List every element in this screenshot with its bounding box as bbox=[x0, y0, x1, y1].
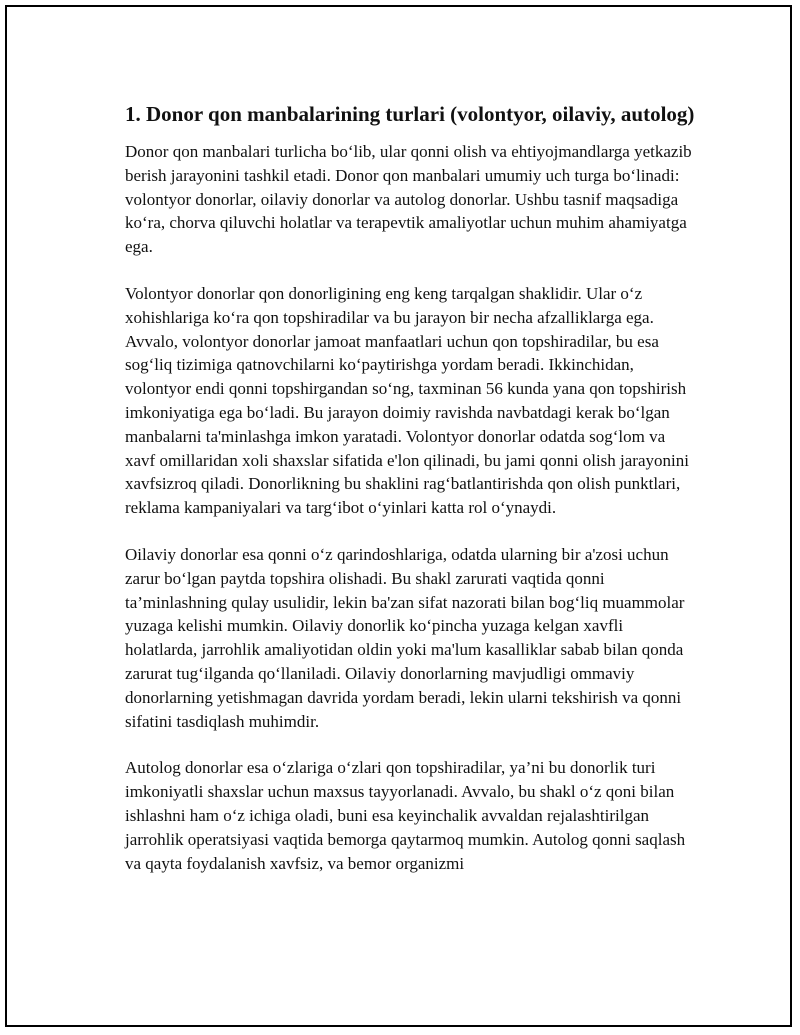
page-content bbox=[125, 100, 695, 898]
page-frame bbox=[5, 5, 792, 1027]
paragraph-intro: Donor qon manbalari turlicha bo‘lib, ular qonni olish va ehtiyojmandlarga yetkazib berish jarayonini tashkil etadi. Donor qon manbalari umumiy uch turga bo‘linadi: volontyor donorlar, oilaviy donorlar va autolog donorlar. Ushbu tasnif maqsadiga ko‘ra, chorva qiluvchi holatlar va terapevtik amaliyotlar uchun muhim ahamiyatga ega. bbox=[125, 142, 692, 257]
section-heading: 1. Donor qon manbalarining turlari (volontyor, oilaviy, autolog) bbox=[125, 102, 695, 126]
paragraph-volontyor: Volontyor donorlar qon donorligining eng keng tarqalgan shaklidir. Ular o‘z xohishlariga ko‘ra qon topshiradilar va bu jarayon bir necha afzalliklarga ega. Avvalo, volontyor donorlar jamoat manfaatlari uchun qon topshiradilar, bu esa sog‘liq tizimiga qatnovchilarni ko‘paytirishga yordam beradi. Ikkinchidan, volontyor endi qonni topshirgandan so‘ng, taxminan 56 kunda yana qon topshirish imkoniyatiga ega bo‘ladi. Bu jarayon doimiy ravishda navbatdagi kerak bo‘lgan manbalarni ta'minlashga imkon yaratadi. Volontyor donorlar odatda sog‘lom va xavf omillaridan xoli shaxslar sifatida e'lon qilinadi, bu jami qonni olish jarayonini xavfsizroq qiladi. Donorlikning bu shaklini rag‘batlantirishda qon olish punktlari, reklama kampaniyalari va targ‘ibot o‘yinlari katta rol o‘ynaydi. bbox=[125, 283, 689, 518]
paragraph-autolog: Autolog donorlar esa o‘zlariga o‘zlari qon topshiradilar, ya’ni bu donorlik turi imkoniyatli shaxslar uchun maxsus tayyorlanadi. Avvalo, bu shakl o‘z qoni bilan ishlashni ham o‘z ichiga oladi, buni esa keyinchalik avvaldan rejalashtirilgan jarrohlik operatsiyasi vaqtida bemorga qaytarmoq mumkin. Autolog qonni saqlash va qayta foydalanish xavfsiz, va bemor organizmi bbox=[125, 758, 686, 873]
paragraph-oilaviy: Oilaviy donorlar esa qonni o‘z qarindoshlariga, odatda ularning bir a'zosi uchun zarur bo‘lgan paytda topshira olishadi. Bu shakl zarurati vaqtida qonni ta’minlashning qulay usulidir, lekin ba'zan sifat nazorati bilan bog‘liq muammolar yuzaga kelishi mumkin. Oilaviy donorlik ko‘pincha yuzaga kelgan xavfli holatlarda, jarrohlik amaliyotidan oldin yoki ma'lum kasalliklar sabab bilan qonda zarurat tug‘ilganda qo‘llaniladi. Oilaviy donorlarning mavjudligi ommaviy donorlarning yetishmagan davrida yordam beradi, lekin ularni tekshirish va qonni sifatini tasdiqlash muhimdir. bbox=[125, 544, 685, 731]
